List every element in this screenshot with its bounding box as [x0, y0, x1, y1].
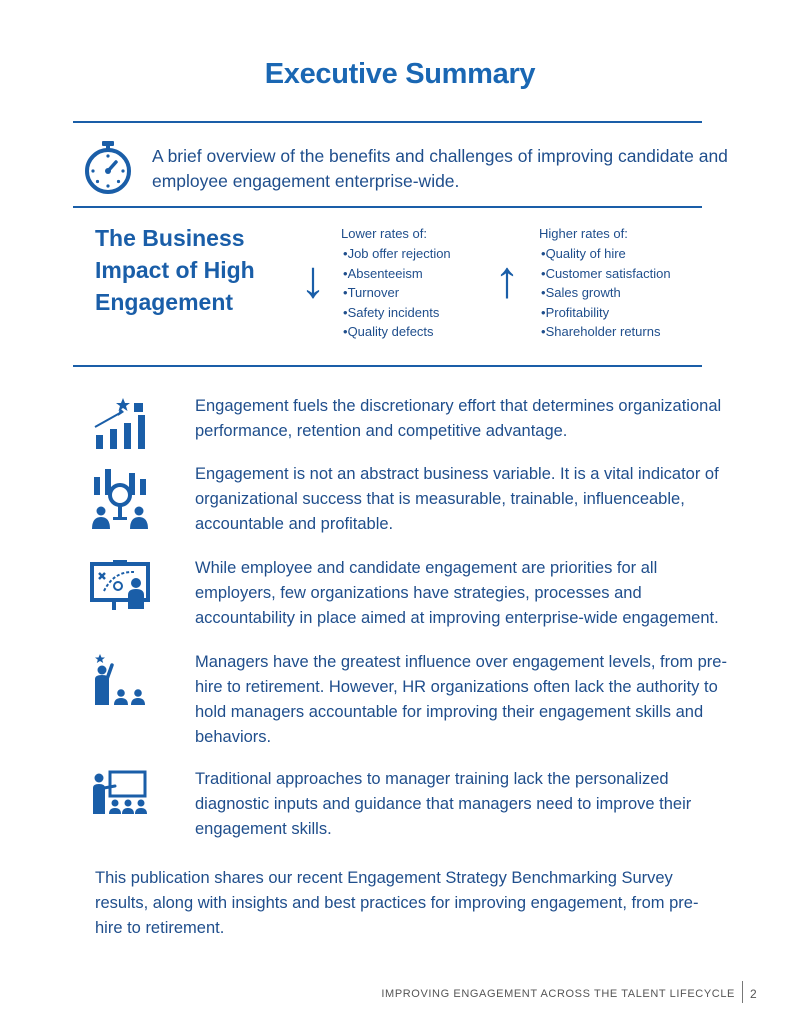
footer-divider: [742, 981, 743, 1003]
up-arrow-icon: ↑: [494, 251, 520, 309]
point-text: While employee and candidate engagement are priorities for all employers, few organizations have strategies, processes and accountability in place aimed at improving enterprise-wide engagement.: [195, 559, 719, 627]
overview-text: A brief overview of the benefits and challenges of improving candidate and employee engagement enterprise-wide.: [152, 146, 728, 191]
growth-chart-icon: [92, 397, 148, 451]
training-presentation-icon: [90, 770, 148, 816]
down-arrow-icon: ↓: [300, 251, 326, 309]
lower-rates-heading: Lower rates of:: [341, 226, 427, 241]
list-item: • Quality of hire: [539, 244, 719, 264]
higher-rates-block: [539, 226, 719, 342]
point-text: Engagement fuels the discretionary effort that determines organizational performance, retention and competitive advantage.: [195, 397, 722, 440]
point-text: Managers have the greatest influence over engagement levels, from pre-hire to retirement. However, HR organizations often lack the authority to hold managers accountable for improving their engagement skills and behaviors.: [195, 653, 727, 746]
manager-team-icon: [92, 653, 148, 707]
point-text: Traditional approaches to manager training lack the personalized diagnostic inputs and guidance that managers need to improve their engagement skills.: [195, 770, 692, 838]
list-item: • Shareholder returns: [539, 322, 719, 342]
impact-heading-line: Engagement: [95, 289, 234, 315]
list-item: • Sales growth: [539, 283, 719, 303]
strategy-board-icon: [90, 559, 150, 611]
list-item: • Quality defects: [341, 322, 521, 342]
divider-top: [73, 121, 702, 123]
higher-rates-list: [539, 244, 719, 342]
page-number: 2: [750, 987, 757, 1001]
list-item: • Profitability: [539, 303, 719, 323]
list-item: • Safety incidents: [341, 303, 521, 323]
list-item: • Absenteeism: [341, 264, 521, 284]
page-title: Executive Summary: [264, 58, 536, 90]
impact-heading: [95, 222, 295, 318]
list-item: • Turnover: [341, 283, 521, 303]
closing-paragraph: This publication shares our recent Engagement Strategy Benchmarking Survey results, along with insights and best practices for improving engagement, from pre-hire to retirement.: [95, 869, 699, 937]
list-item: • Job offer rejection: [341, 244, 521, 264]
stopwatch-icon: [82, 140, 134, 196]
running-title: IMPROVING ENGAGEMENT ACROSS THE TALENT LIFECYCLE: [381, 988, 735, 1000]
divider-bottom: [73, 365, 702, 367]
list-item: • Customer satisfaction: [539, 264, 719, 284]
impact-heading-line: Impact of High: [95, 257, 255, 283]
analytics-people-icon: [91, 467, 149, 531]
higher-rates-heading: Higher rates of:: [539, 226, 628, 241]
point-text: Engagement is not an abstract business variable. It is a vital indicator of organizational success that is measurable, trainable, influenceable, accountable and profitable.: [195, 465, 719, 533]
impact-heading-line: The Business: [95, 225, 245, 251]
divider-middle: [73, 206, 702, 208]
